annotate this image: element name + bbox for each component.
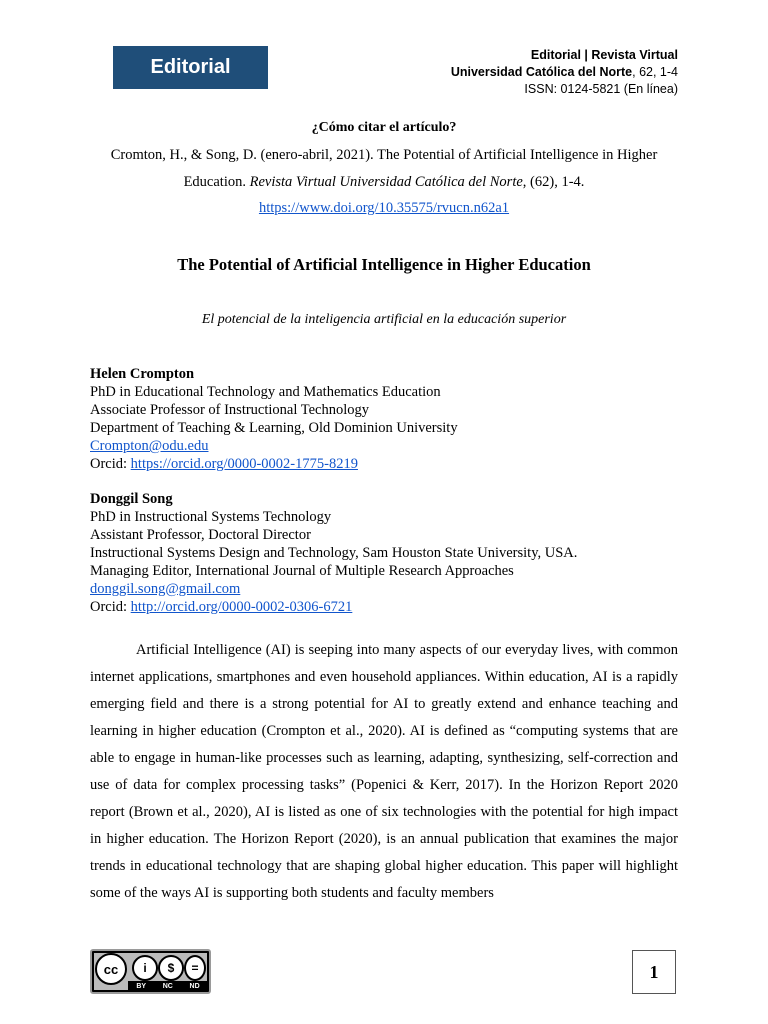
author-email-link[interactable]: Crompton@odu.edu <box>90 438 209 454</box>
doi-link[interactable]: https://www.doi.org/10.35575/rvucn.n62a1 <box>258 200 510 216</box>
body-paragraph: Artificial Intelligence (AI) is seeping into many aspects of our everyday lives, with common internet applications, smartphones and even household appliances. Within education, AI is a rapidly emerging field and there is a strong potential for AI to greatly extend and enhance teaching and learning in higher education (Crompton et al., 2020). AI is defined as “computing systems that are able to engage in human-like processes such as learning, adapting, synthesizing, self-correction and use of data for complex processing tasks” (Popenici & Kerr, 2017). In the Horizon Report 2020 report (Brown et al., 2020), AI is listed as one of six technologies with the potential for high impact in higher education. The Horizon Report (2020), is an annual publication that examines the major trends in educational technology that are shaping global higher education. This paper will highlight some of the ways AI is supporting both students and faculty members <box>90 642 678 901</box>
citation-line1: Cromton, H., & Song, D. (enero-abril, 2021). The Potential of Artificial Intelligence in Higher <box>110 147 658 163</box>
citation-heading: ¿Cómo citar el artículo? <box>311 120 457 135</box>
citation-doi-row <box>0 200 768 217</box>
author-orcid-row <box>90 455 690 473</box>
author-editor-role: Managing Editor, International Journal of Multiple Research Approaches <box>90 563 514 579</box>
author-block-song <box>90 490 690 616</box>
author-affiliation: Instructional Systems Design and Technology, Sam Houston State University, USA. <box>90 545 578 561</box>
author-position: Assistant Professor, Doctoral Director <box>90 527 311 543</box>
license-label-by: BY <box>136 982 147 990</box>
journal-issn: ISSN: 0124-5821 (En línea) <box>524 82 678 96</box>
journal-line2 <box>451 64 678 81</box>
orcid-label: Orcid: <box>90 599 131 615</box>
article-subtitle: El potencial de la inteligencia artificial en la educación superior <box>201 312 567 327</box>
author-name: Helen Crompton <box>90 366 195 382</box>
journal-volume: , 62, 1-4 <box>632 65 678 79</box>
article-title: The Potential of Artificial Intelligence in Higher Education <box>177 255 591 274</box>
author-degree: PhD in Instructional Systems Technology <box>90 509 332 525</box>
license-label-nd: ND <box>189 982 200 990</box>
page-number: 1 <box>632 950 676 994</box>
orcid-label: Orcid: <box>90 456 131 472</box>
citation-line2 <box>0 174 768 191</box>
creative-commons-icon: cc <box>95 953 127 985</box>
attribution-icon: i <box>132 955 158 981</box>
editorial-badge: Editorial <box>113 46 268 89</box>
citation-journal: Revista Virtual Universidad Católica del Norte <box>249 174 523 190</box>
citation-issue: , (62), 1-4. <box>522 174 585 190</box>
noncommercial-icon: $ <box>158 955 184 981</box>
journal-info <box>451 47 678 98</box>
citation-education: Education. <box>183 174 250 190</box>
author-affiliation: Department of Teaching & Learning, Old Dominion University <box>90 420 458 436</box>
author-position: Associate Professor of Instructional Technology <box>90 402 369 418</box>
author-degree: PhD in Educational Technology and Mathematics Education <box>90 384 441 400</box>
author-email-link[interactable]: donggil.song@gmail.com <box>90 581 241 597</box>
author-block-crompton <box>90 365 690 473</box>
orcid-link[interactable]: http://orcid.org/0000-0002-0306-6721 <box>130 599 353 615</box>
author-orcid-row <box>90 598 690 616</box>
orcid-link[interactable]: https://orcid.org/0000-0002-1775-8219 <box>130 456 358 472</box>
journal-line1: Editorial | Revista Virtual <box>530 48 678 62</box>
journal-name: Universidad Católica del Norte <box>450 65 633 79</box>
noderivatives-icon: = <box>184 955 206 981</box>
license-labels <box>128 981 208 991</box>
author-name: Donggil Song <box>90 491 173 507</box>
cc-license-badge[interactable] <box>90 949 211 994</box>
license-label-nc: NC <box>162 982 173 990</box>
